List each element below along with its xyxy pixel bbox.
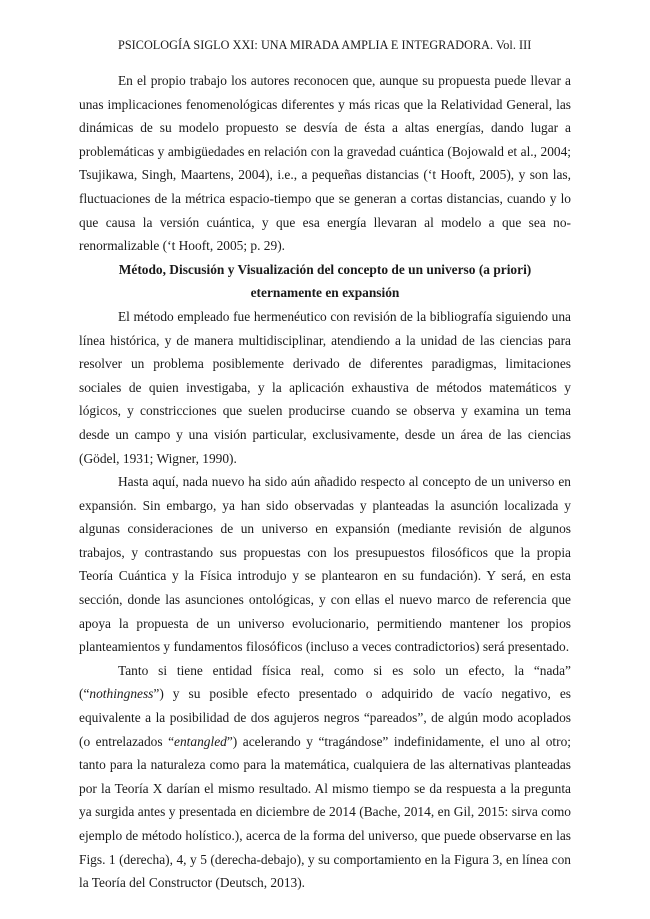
- paragraph-hasta-aqui: Hasta aquí, nada nuevo ha sido aún añadido respecto al concepto de un universo en expansión. Sin embargo, ya han sido observadas y planteadas la asunción localizada y algunas consideraciones de un universo en expansión (mediante revisión de algunos trabajos, y contrastando sus propuestas con los presupuestos filosóficos que la propia Teoría Cuántica y la Física introdujo y se plantearon en su fundación). Y será, en esta sección, donde las asunciones ontológicas, y con ellas el nuevo marco de referencia que apoya la propuesta de un universo evolucionario, permitiendo mantener los propios planteamientos y fundamentos filosóficos (incluso a veces contradictorios) será presentado.: [79, 474, 571, 655]
- paragraph-tanto-si-part-2: ”) y su posible efecto presentado o adquirido de vacío negativo, es equivalente a la posibilidad de dos agujeros negros “pareados”, de algún modo acoplados (o entrelazados “: [79, 686, 571, 749]
- paragraph-tanto-si-part-3: ”) acelerando y “tragándose” indefinidamente, el uno al otro; tanto para la naturaleza como para la matemática, cualquiera de las alternativas planteadas por la Teoría X darían el mismo resultado. Al mismo tiempo se da respuesta a la pregunta ya surgida antes y presentada en diciembre de 2014 (Bache, 2014, en Gil, 2015: sirva como ejemplo de método holístico.), acerca de la forma del universo, que puede observarse en las Figs. 1 (derecha), 4, y 5 (derecha-debajo), y su comportamiento en la Figura 3, en línea con la Teoría del Constructor (Deutsch, 2013).: [79, 733, 571, 891]
- italic-term-nothingness: nothingness: [89, 686, 154, 702]
- paragraph-tanto-si: [79, 659, 571, 895]
- paragraph-autores: En el propio trabajo los autores reconocen que, aunque su propuesta puede llevar a unas implicaciones fenomenológicas diferentes y más ricas que la Relatividad General, las dinámicas de su modelo propuesto se desvía de ésta a altas energías, dando lugar a problemáticas y ambigüedades en relación con la gravedad cuántica (Bojowald et al., 2004; Tsujikawa, Singh, Maartens, 2004), i.e., a pequeñas distancias (‘t Hooft, 2005), y son las, fluctuaciones de la métrica espacio-tiempo que se generan a cortas distancias, cuando y lo que causa la versión cuántica, y que esa energía llevaran al modelo a que sea no-renormalizable (‘t Hooft, 2005; p. 29).: [79, 73, 571, 254]
- section-heading-line-2: eternamente en expansión: [250, 285, 400, 301]
- running-header: PSICOLOGÍA SIGLO XXI: UNA MIRADA AMPLIA E INTEGRADORA. Vol. III: [118, 38, 532, 52]
- italic-term-entangled: entangled: [174, 733, 227, 749]
- body-text: [79, 69, 571, 895]
- paragraph-metodo: El método empleado fue hermenéutico con revisión de la bibliografía siguiendo una línea histórica, y de manera multidisciplinar, atendiendo a la unidad de las ciencias para resolver un problema posiblemente derivado de diferentes paradigmas, limitaciones sociales de quien investigaba, y la aplicación exhaustiva de métodos matemáticos y lógicos, y constricciones que suelen producirse cuando se observa y examina un tema desde un campo y una visión particular, exclusivamente, desde un área de las ciencias (Gödel, 1931; Wigner, 1990).: [79, 308, 571, 466]
- paragraph-tanto-si-part-1: Tanto si tiene entidad física real, como si es solo un efecto, la “nada” (“: [79, 662, 571, 702]
- section-heading-line-1: Método, Discusión y Visualización del concepto de un universo (a priori): [118, 261, 532, 277]
- section-heading: [79, 258, 571, 305]
